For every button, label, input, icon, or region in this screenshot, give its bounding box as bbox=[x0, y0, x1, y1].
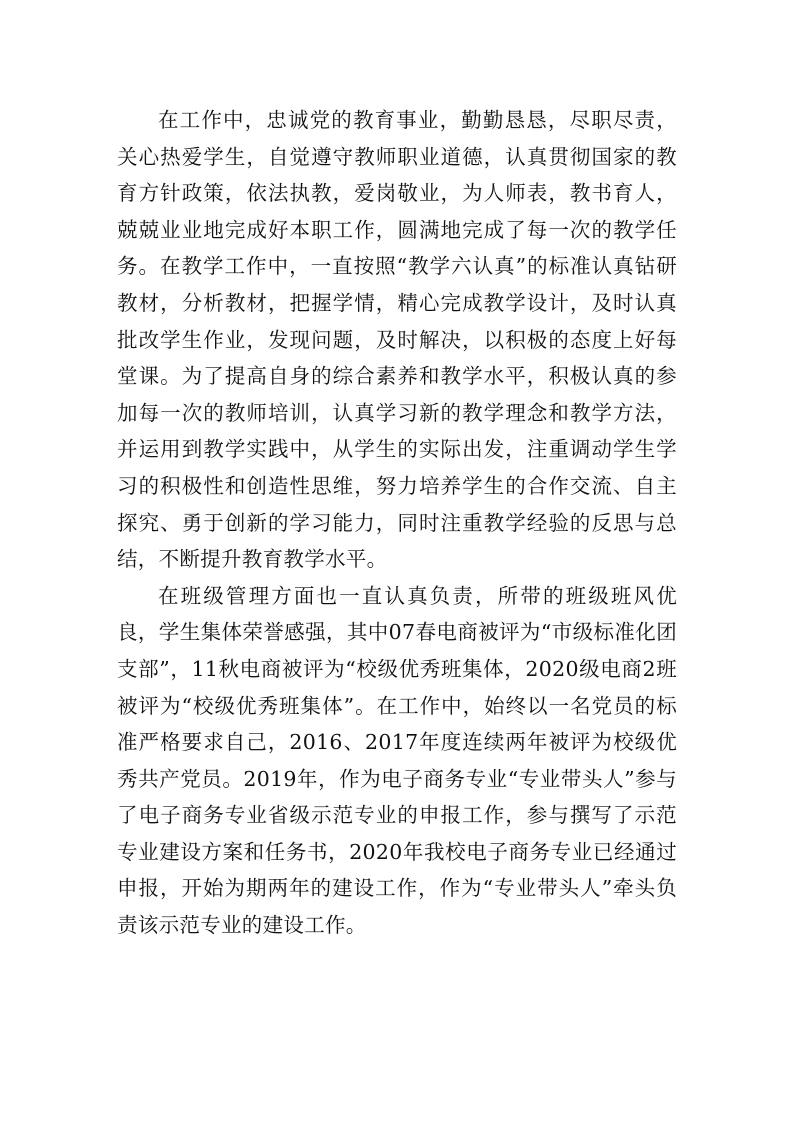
paragraph-class-management: 在班级管理方面也一直认真负责，所带的班级班风优良，学生集体荣誉感强，其中07春电商被评为“市级标准化团支部”，11秋电商被评为“校级优秀班集体，2020级电商2班被评为“校级优秀班集体”。在工作中，始终以一名党员的标准严格要求自己，2016、2017年度连续两年被评为校级优秀共产党员。2019年，作为电子商务专业“专业带头人”参与了电子商务专业省级示范专业的申报工作，参与撰写了示范专业建设方案和任务书，2020年我校电子商务专业已经通过申报，开始为期两年的建设工作，作为“专业带头人”牵头负责该示范专业的建设工作。 bbox=[117, 583, 677, 938]
document-body bbox=[117, 102, 677, 944]
paragraph-teaching-work: 在工作中，忠诚党的教育事业，勤勤恳恳，尽职尽责，关心热爱学生，自觉遵守教师职业道德，认真贯彻国家的教育方针政策，依法执教，爱岗敬业，为人师表，教书育人，兢兢业业地完成好本职工作，圆满地完成了每一次的教学任务。在教学工作中，一直按照“教学六认真”的标准认真钻研教材，分析教材，把握学情，精心完成教学设计，及时认真批改学生作业，发现问题，及时解决，以积极的态度上好每堂课。为了提高自身的综合素养和教学水平，积极认真的参加每一次的教师培训，认真学习新的教学理念和教学方法，并运用到教学实践中，从学生的实际出发，注重调动学生学习的积极性和创造性思维，努力培养学生的合作交流、自主探究、勇于创新的学习能力，同时注重教学经验的反思与总结，不断提升教育教学水平。 bbox=[117, 108, 677, 572]
